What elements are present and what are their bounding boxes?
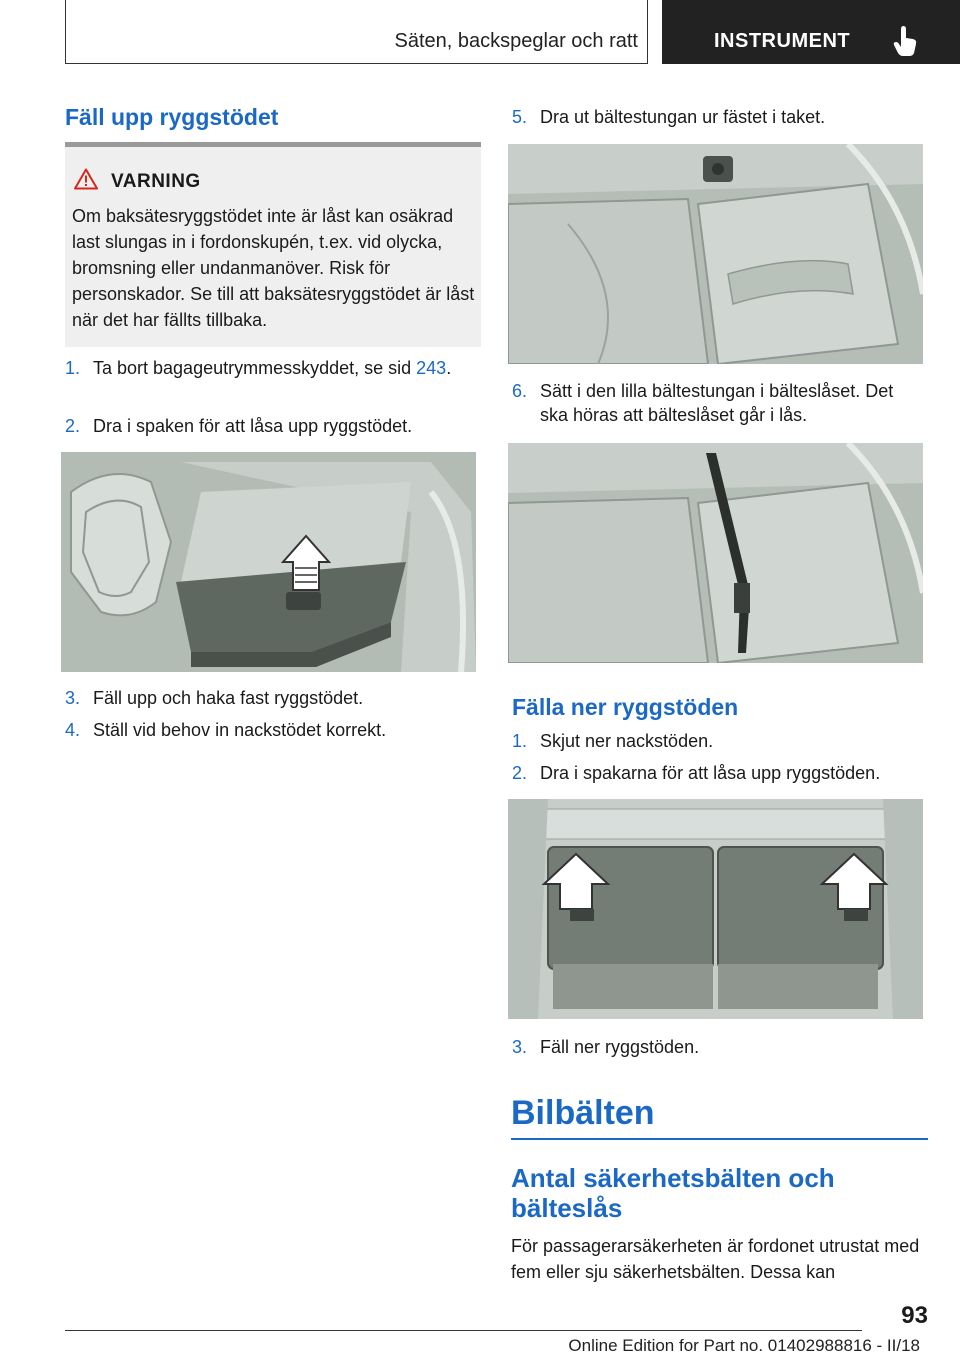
paragraph-belts-intro: För passagerarsäkerheten är fordonet utrustat med fem eller sju säkerhetsbälten. Dessa kan <box>511 1236 920 1282</box>
photo-backrest-lever <box>61 452 476 672</box>
chapter-heading-seat-belts: Bilbälten <box>511 1094 655 1132</box>
step-6-insert-small-tongue: 6. Sätt i den lilla bältestungan i bälteslåset. Det ska höras att bälteslåset går i lås. <box>512 381 894 425</box>
step-2-pull-levers: 2. Dra i spakarna för att låsa upp ryggstöden. <box>512 763 881 783</box>
header-section-title: Säten, backspeglar och ratt <box>394 30 638 52</box>
footer-edition: Online Edition for Part no. 01402988816 - II/18 <box>568 1336 920 1355</box>
photo-belt-buckle <box>508 443 923 663</box>
warning-triangle-icon <box>74 168 98 195</box>
photo-belt-tongue-ceiling <box>508 144 923 364</box>
photo-rear-seats-levers <box>508 799 923 1019</box>
step-4-adjust-headrest: 4. Ställ vid behov in nackstödet korrekt. <box>65 720 387 740</box>
step-3-fold-up: 3. Fäll upp och haka fast ryggstödet. <box>65 688 364 708</box>
heading-number-of-belts: Antal säkerhetsbälten och bälteslås <box>511 1163 835 1223</box>
warning-text: Om baksätesryggstödet inte är låst kan osäkrad last slungas in i fordonskupén, t.ex. vid olycka, bromsning eller undanmanöver. Risk för personskador. Se till att baksätesryggstödet är låst när det har fällts tillbaka. <box>72 206 475 330</box>
step-5-pull-belt-tongue: 5. Dra ut bältestungan ur fästet i taket. <box>512 107 826 127</box>
heading-fold-up-backrest: Fäll upp ryggstödet <box>65 104 279 130</box>
chapter-tab-label: INSTRUMENT <box>714 30 851 52</box>
page-link-243[interactable]: 243 <box>416 358 447 378</box>
pointing-hand-icon <box>893 26 919 61</box>
page-number: 93 <box>901 1302 928 1329</box>
step-1-remove-cover: 1. Ta bort bagageutrymmesskyddet, se sid 243. <box>65 358 452 378</box>
heading-fold-down-backrests: Fälla ner ryggstöden <box>512 694 739 720</box>
step-1-push-headrests: 1. Skjut ner nackstöden. <box>512 731 714 751</box>
footer-rule <box>65 1330 862 1331</box>
warning-title: VARNING <box>111 171 201 192</box>
step-3-fold-down: 3. Fäll ner ryggstöden. <box>512 1037 700 1057</box>
chapter-heading-rule <box>511 1138 928 1140</box>
step-2-pull-lever: 2. Dra i spaken för att låsa upp ryggstödet. <box>65 416 413 436</box>
